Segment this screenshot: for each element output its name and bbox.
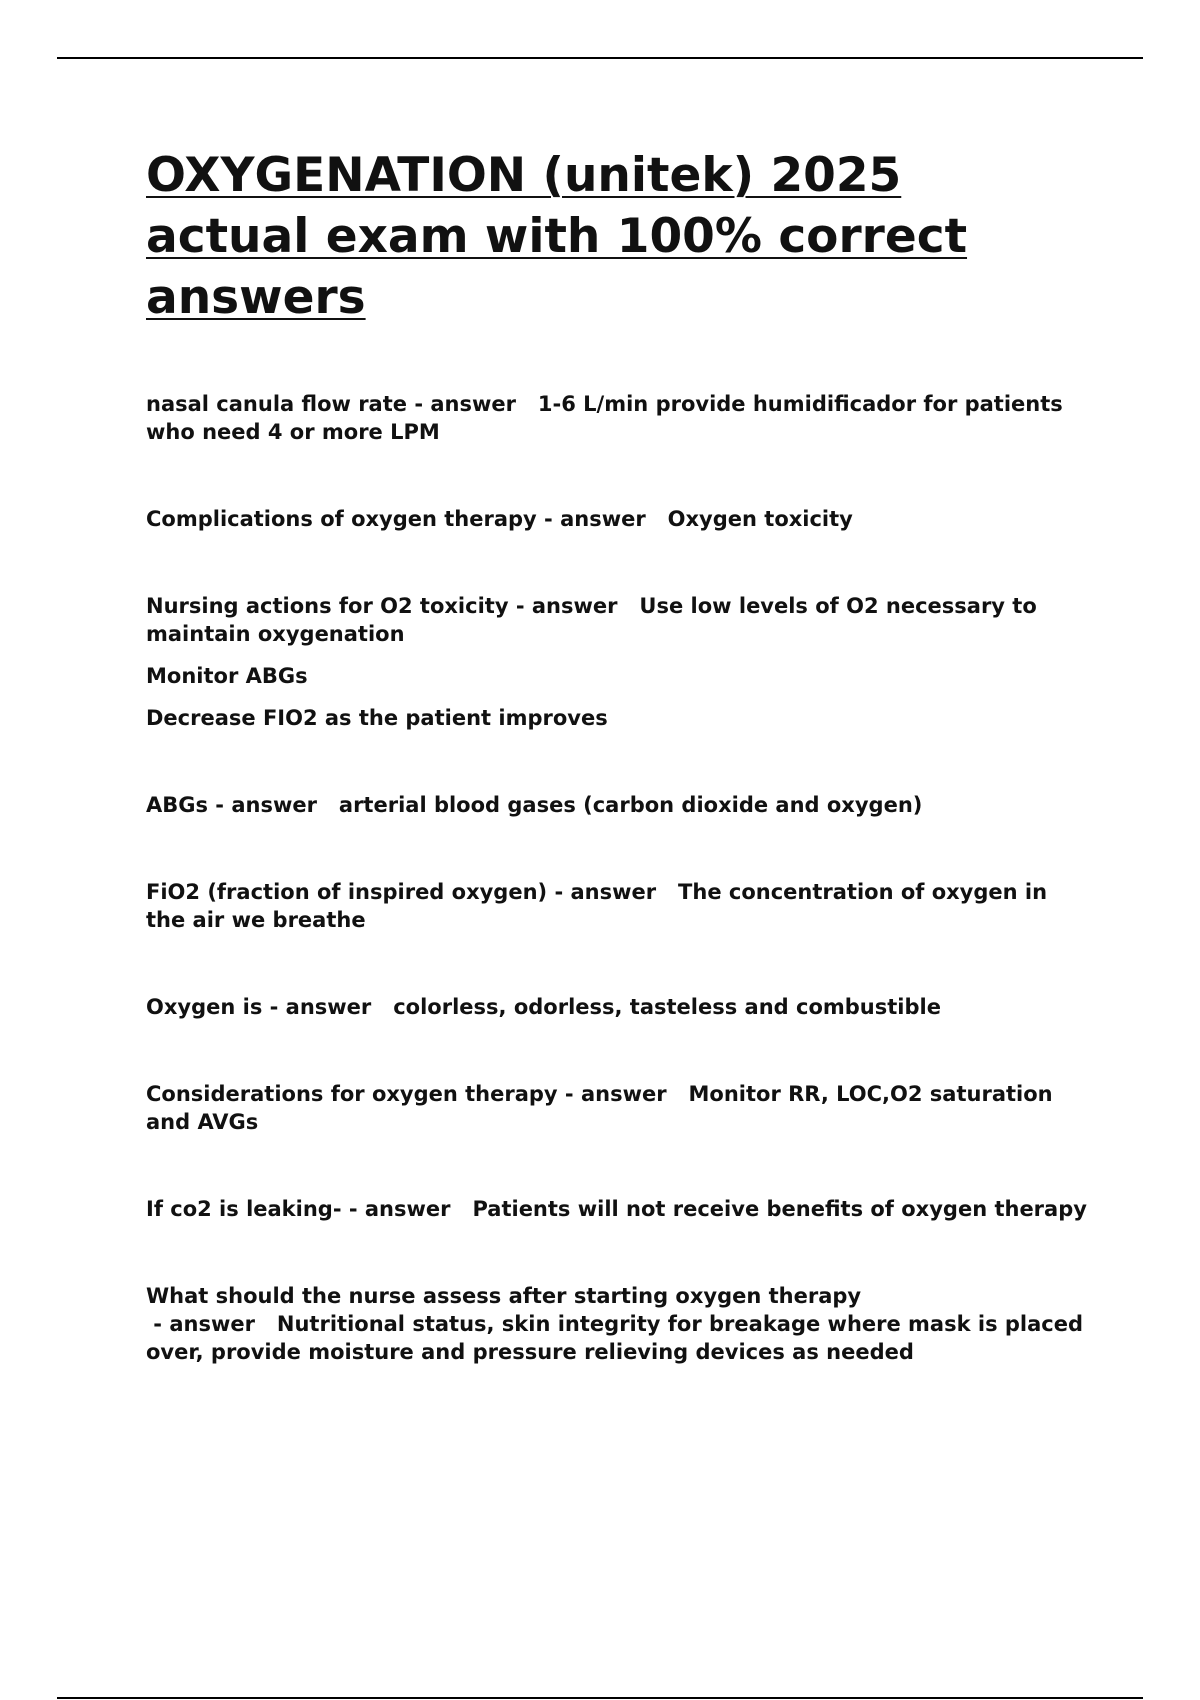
- question-text: If co2 is leaking-: [146, 1197, 342, 1221]
- answer-separator: - answer: [557, 1082, 689, 1106]
- qa-item: [146, 1195, 1091, 1223]
- question-text: What should the nurse assess after starting oxygen therapy: [146, 1284, 862, 1308]
- qa-text: [146, 791, 1091, 819]
- answer-text: Monitor RR, LOC,O2 saturation and AVGs: [146, 1082, 1053, 1134]
- document-body: [146, 145, 1106, 1425]
- question-text: ABGs: [146, 793, 208, 817]
- question-text: FiO2 (fraction of inspired oxygen): [146, 880, 548, 904]
- answer-text: 1-6 L/min provide humidificador for patients who need 4 or more LPM: [146, 392, 1063, 444]
- answer-separator: - answer: [407, 392, 538, 416]
- qa-text: [146, 592, 1091, 648]
- question-text: Nursing actions for O2 toxicity: [146, 594, 509, 618]
- answer-text: Patients will not receive benefits of oxygen therapy: [472, 1197, 1087, 1221]
- question-text: Complications of oxygen therapy: [146, 507, 537, 531]
- answer-text: Use low levels of O2 necessary to maintain oxygenation: [146, 594, 1037, 646]
- qa-item: [146, 791, 1091, 819]
- answer-text: Nutritional status, skin integrity for breakage where mask is placed over, provide moisture and pressure relieving devices as needed: [146, 1312, 1084, 1364]
- qa-text: [146, 1195, 1091, 1223]
- answer-separator: - answer: [208, 793, 339, 817]
- answer-separator: - answer: [536, 507, 668, 531]
- qa-item: [146, 592, 1091, 732]
- qa-text: [146, 390, 1091, 446]
- qa-item: [146, 878, 1091, 934]
- qa-text: [146, 505, 1091, 533]
- answer-text: colorless, odorless, tasteless and combustible: [393, 995, 941, 1019]
- qa-list: [146, 390, 1106, 1366]
- answer-separator: - answer: [262, 995, 394, 1019]
- answer-extra-line: Decrease FIO2 as the patient improves: [146, 706, 608, 730]
- qa-text: [146, 1282, 1091, 1366]
- question-text: nasal canula flow rate: [146, 392, 408, 416]
- answer-text: The concentration of oxygen in the air we breathe: [146, 880, 1048, 932]
- question-text: Oxygen is: [146, 995, 263, 1019]
- qa-item: [146, 505, 1091, 533]
- qa-item: [146, 390, 1091, 446]
- answer-separator: - answer: [508, 594, 640, 618]
- answer-separator: - answer: [341, 1197, 473, 1221]
- answer-separator: - answer: [146, 1312, 277, 1336]
- document-title: OXYGENATION (unitek) 2025 actual exam with 100% correct answers: [146, 148, 968, 325]
- answer-separator: - answer: [547, 880, 679, 904]
- qa-item: [146, 993, 1091, 1021]
- bottom-rule: [57, 1697, 1143, 1699]
- qa-item: [146, 1080, 1091, 1136]
- question-text: Considerations for oxygen therapy: [146, 1082, 558, 1106]
- answer-text: Oxygen toxicity: [667, 507, 853, 531]
- qa-text: [146, 878, 1091, 934]
- qa-item: [146, 1282, 1091, 1366]
- qa-text: [146, 1080, 1091, 1136]
- top-rule: [57, 57, 1143, 59]
- answer-extra-line: Monitor ABGs: [146, 664, 308, 688]
- qa-text: [146, 993, 1091, 1021]
- answer-text: arterial blood gases (carbon dioxide and oxygen): [338, 793, 923, 817]
